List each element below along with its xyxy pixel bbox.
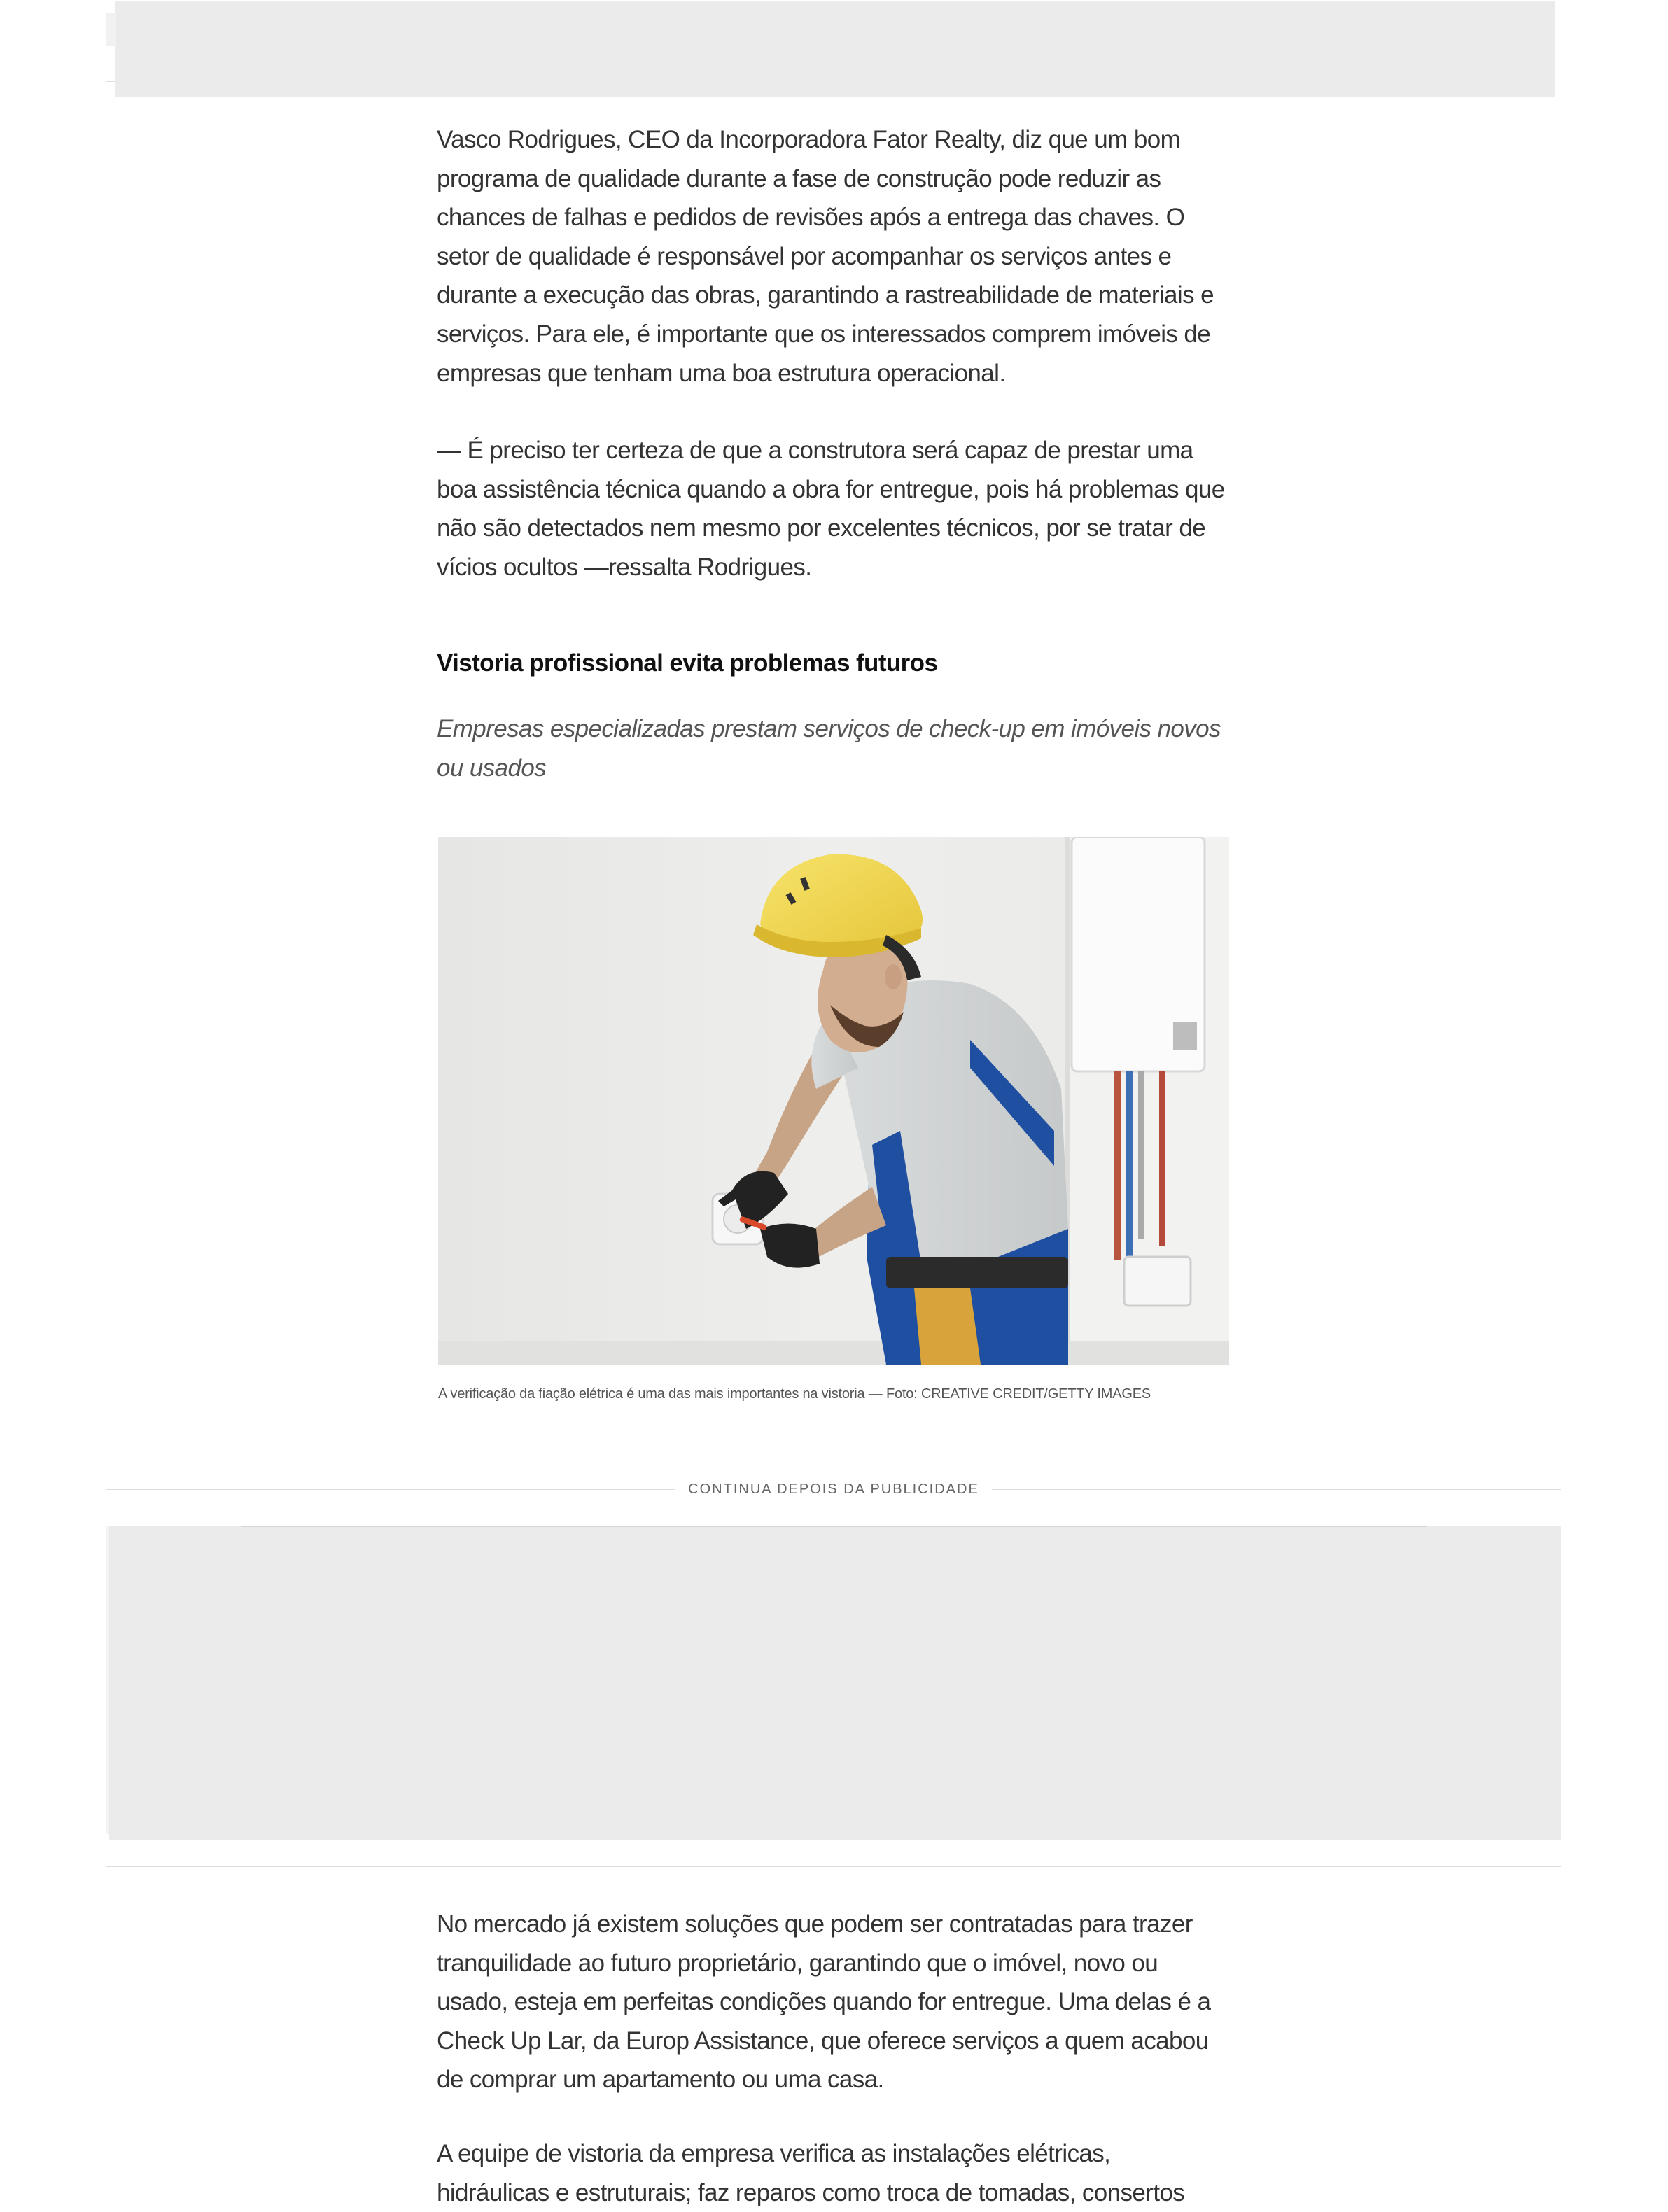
article-lede: Empresas especializadas prestam serviços de check-up em imóveis novos ou usados [437,715,1221,782]
photo-caption: A verificação da fiação elétrica é uma das mais importantes na vistoria — Foto: CREATIVE CREDIT/GETTY IMAGES [438,1386,1151,1402]
ad-divider-bottom [106,1866,1561,1867]
electrician-photo[interactable] [438,837,1229,1365]
top-ad-edge [106,13,116,46]
article-subheading: Vistoria profissional evita problemas futuros [437,649,938,677]
mid-ad-placeholder[interactable] [109,1526,1561,1840]
mid-ad-edge [106,1526,109,1834]
top-ad-edge-line [106,81,115,82]
article-paragraph-2: — É preciso ter certeza de que a construtora será capaz de prestar uma boa assistência técnica quando a obra for entregue, pois há problemas que não são detectados nem mesmo por excelentes técnicos, por se tratar de vícios ocultos —ressalta Rodrigues. [437,437,1225,581]
top-ad-placeholder[interactable] [115,1,1555,97]
article-paragraph-4: A equipe de vistoria da empresa verifica as instalações elétricas, hidráulicas e estruturais; faz reparos como troca de tomadas, consertos [437,2140,1185,2206]
article-paragraph-3: No mercado já existem soluções que podem ser contratadas para trazer tranquilidade ao futuro proprietário, garantindo que o imóvel, novo ou usado, esteja em perfeitas condições quando for entregue. Uma delas é a Check Up Lar, da Europ Assistance, que oferece serviços a quem acabou de comprar um apartamento ou uma casa. [437,1910,1211,2094]
ad-label-container [106,1479,1561,1499]
article-paragraph-1: Vasco Rodrigues, CEO da Incorporadora Fator Realty, diz que um bom programa de qualidade durante a fase de construção pode reduzir as chances de falhas e pedidos de revisões após a entrega das chaves. O setor de qualidade é responsável por acompanhar os serviços antes e durante a execução das obras, garantindo a rastreabilidade de materiais e serviços. Para ele, é importante que os interessados comprem imóveis de empresas que tenham uma boa estrutura operacional. [437,126,1214,387]
ad-label: CONTINUA DEPOIS DA PUBLICIDADE [675,1479,992,1499]
mid-ad-frame-line [241,1526,1427,1527]
